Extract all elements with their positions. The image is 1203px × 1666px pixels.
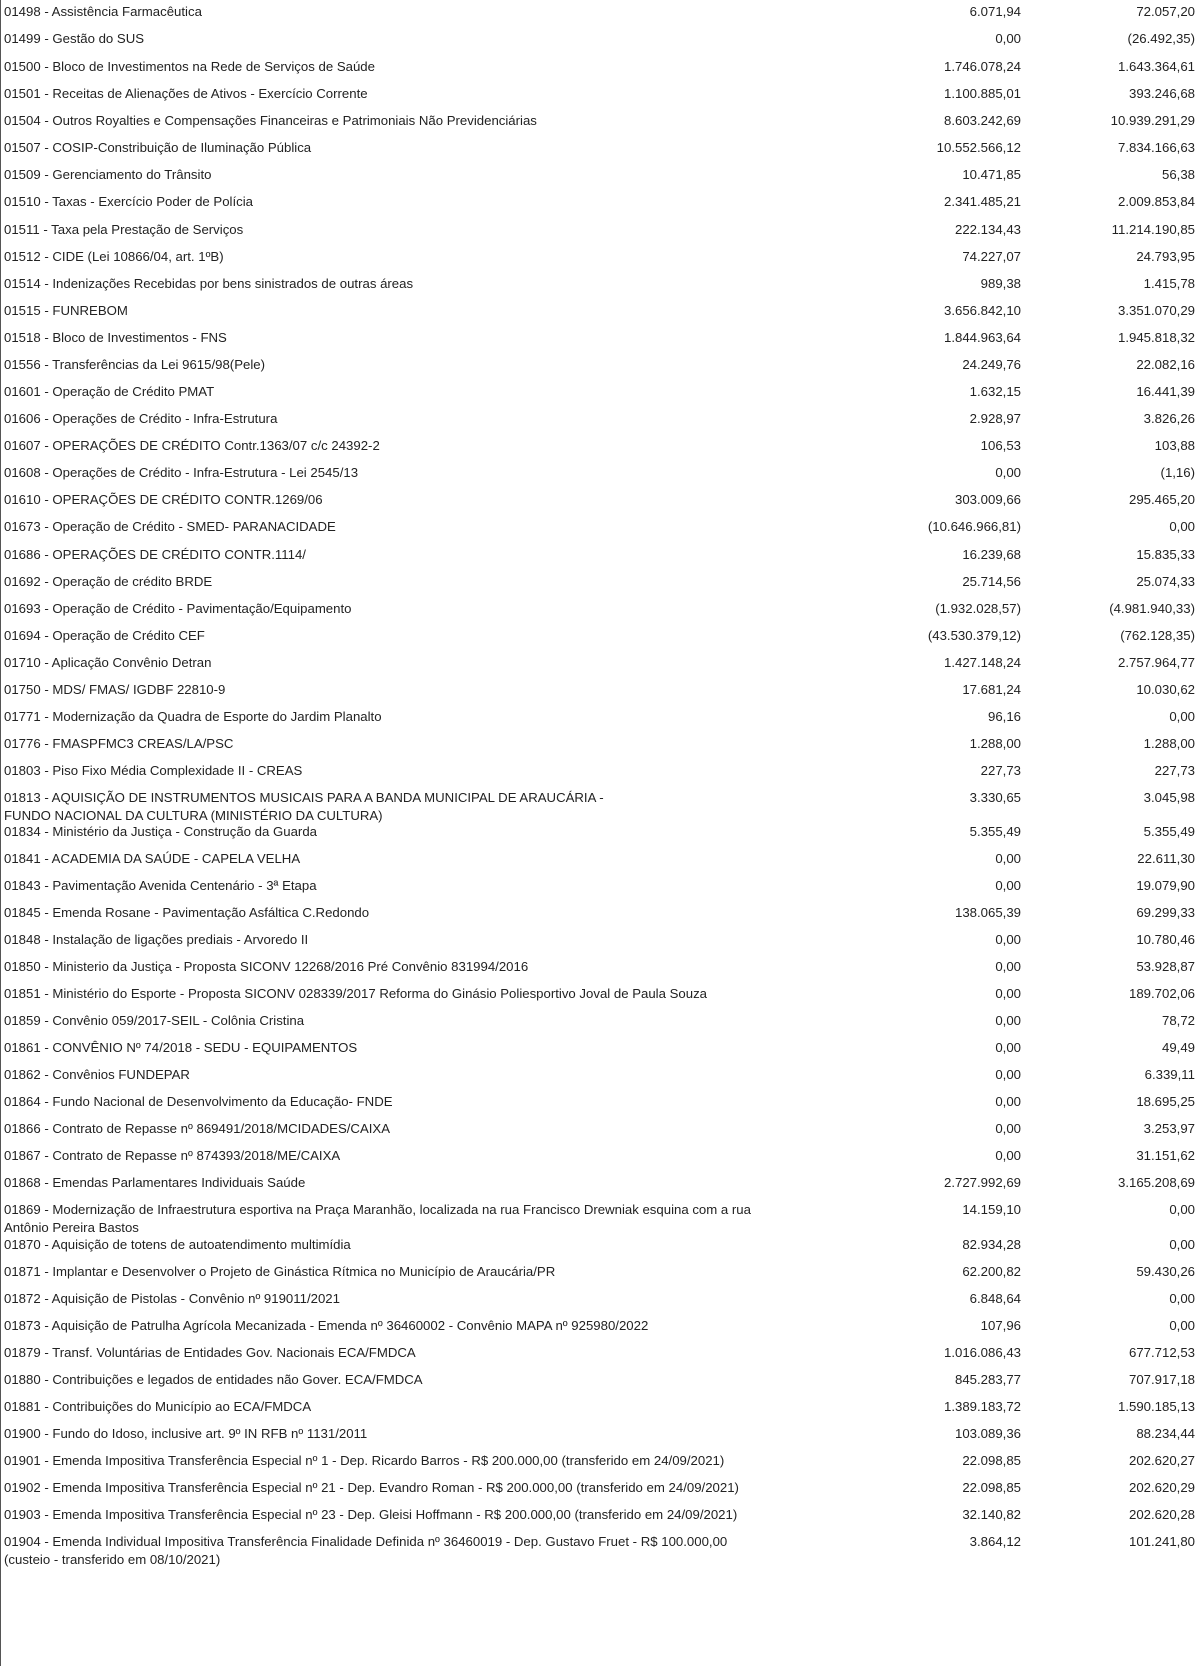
value-column-2: 53.928,87	[1136, 959, 1195, 974]
value-column-1: 0,00	[995, 851, 1021, 866]
value-column-2: 10.939.291,29	[1110, 113, 1195, 128]
fund-description: 01504 - Outros Royalties e Compensações Financeiras e Patrimoniais Não Previdenciárias	[4, 113, 537, 128]
value-column-2: (26.492,35)	[1127, 31, 1195, 46]
value-column-1: 17.681,24	[962, 682, 1021, 697]
value-column-1: 0,00	[995, 1148, 1021, 1163]
value-column-1: 3.330,65	[969, 790, 1021, 805]
fund-description: 01870 - Aquisição de totens de autoatendimento multimídia	[4, 1237, 351, 1252]
table-row	[0, 82, 1203, 111]
value-column-1: 6.071,94	[969, 4, 1021, 19]
fund-description: 01869 - Modernização de Infraestrutura esportiva na Praça Maranhão, localizada na rua Francisco Drewniak esquina com a rua Antônio Pereira Bastos	[4, 1202, 751, 1235]
fund-description: 01507 - COSIP-Constribuição de Iluminação Pública	[4, 140, 312, 155]
table-row	[0, 1422, 1203, 1451]
fund-description: 01866 - Contrato de Repasse nº 869491/2018/MCIDADES/CAIXA	[4, 1121, 391, 1136]
value-column-2: 0,00	[1169, 1291, 1195, 1306]
value-column-2: 0,00	[1169, 1237, 1195, 1252]
fund-description: 01880 - Contribuições e legados de entidades não Gover. ECA/FMDCA	[4, 1372, 423, 1387]
value-column-1: 989,38	[980, 276, 1021, 291]
table-row	[0, 570, 1203, 599]
fund-description: 01515 - FUNREBOM	[4, 303, 128, 318]
value-column-2: 5.355,49	[1143, 824, 1195, 839]
value-column-1: 1.288,00	[969, 736, 1021, 751]
value-column-2: 202.620,28	[1128, 1507, 1195, 1522]
value-column-2: 202.620,27	[1128, 1453, 1195, 1468]
value-column-2: 1.643.364,61	[1117, 59, 1195, 74]
value-column-1: 107,96	[980, 1318, 1021, 1333]
value-column-2: 3.165.208,69	[1117, 1175, 1195, 1190]
table-row	[0, 1449, 1203, 1478]
value-column-2: 677.712,53	[1128, 1345, 1195, 1360]
value-column-1: 32.140,82	[962, 1507, 1021, 1522]
value-column-2: (4.981.940,33)	[1109, 601, 1195, 616]
fund-description: 01873 - Aquisição de Patrulha Agrícola Mecanizada - Emenda nº 36460002 - Convênio MAPA nº 925980/2022	[4, 1318, 649, 1333]
table-row	[0, 901, 1203, 930]
value-column-1: 0,00	[995, 1067, 1021, 1082]
fund-description: 01498 - Assistência Farmacêutica	[4, 4, 202, 19]
value-column-2: 56,38	[1161, 167, 1195, 182]
value-column-1: 106,53	[980, 438, 1021, 453]
table-row	[0, 326, 1203, 355]
table-row	[0, 1503, 1203, 1532]
value-column-2: 189.702,06	[1128, 986, 1195, 1001]
fund-description: 01902 - Emenda Impositiva Transferência Especial nº 21 - Dep. Evandro Roman - R$ 200.000,00 (transferido em 24/09/2021)	[4, 1480, 739, 1495]
value-column-2: 25.074,33	[1136, 574, 1195, 589]
table-row	[0, 1287, 1203, 1316]
fund-description: 01606 - Operações de Crédito - Infra-Estrutura	[4, 411, 278, 426]
table-row	[0, 651, 1203, 680]
fund-description: 01803 - Piso Fixo Média Complexidade II - CREAS	[4, 763, 303, 778]
value-column-2: 3.826,26	[1143, 411, 1195, 426]
value-column-1: 5.355,49	[969, 824, 1021, 839]
fund-description: 01750 - MDS/ FMAS/ IGDBF 22810-9	[4, 682, 226, 697]
fund-description: 01771 - Modernização da Quadra de Esporte do Jardim Planalto	[4, 709, 382, 724]
fund-description: 01900 - Fundo do Idoso, inclusive art. 9º IN RFB nº 1131/2011	[4, 1426, 368, 1441]
value-column-1: 14.159,10	[962, 1202, 1021, 1217]
fund-description: 01901 - Emenda Impositiva Transferência Especial nº 1 - Dep. Ricardo Barros - R$ 200.000,00 (transferido em 24/09/2021)	[4, 1453, 725, 1468]
fund-description: 01509 - Gerenciamento do Trânsito	[4, 167, 212, 182]
table-row	[0, 955, 1203, 984]
table-row	[0, 1233, 1203, 1262]
value-column-2: 2.757.964,77	[1117, 655, 1195, 670]
value-column-1: 1.389.183,72	[943, 1399, 1021, 1414]
value-column-1: 0,00	[995, 959, 1021, 974]
fund-description: 01872 - Aquisição de Pistolas - Convênio nº 919011/2021	[4, 1291, 340, 1306]
fund-description: 01864 - Fundo Nacional de Desenvolvimento da Educação- FNDE	[4, 1094, 393, 1109]
value-column-1: 3.656.842,10	[943, 303, 1021, 318]
value-column-2: 15.835,33	[1136, 547, 1195, 562]
value-column-2: 3.351.070,29	[1117, 303, 1195, 318]
table-row	[0, 218, 1203, 247]
value-column-2: 24.793,95	[1136, 249, 1195, 264]
fund-description: 01686 - OPERAÇÕES DE CRÉDITO CONTR.1114/	[4, 547, 306, 562]
value-column-2: 6.339,11	[1144, 1067, 1195, 1082]
value-column-1: 25.714,56	[962, 574, 1021, 589]
table-row	[0, 407, 1203, 436]
value-column-2: 22.611,30	[1137, 851, 1195, 866]
value-column-1: 62.200,82	[962, 1264, 1021, 1279]
table-row	[0, 272, 1203, 301]
value-column-1: 82.934,28	[962, 1237, 1021, 1252]
fund-description: 01851 - Ministério do Esporte - Proposta SICONV 028339/2017 Reforma do Ginásio Poliesportivo Joval de Paula Souza	[4, 986, 707, 1001]
value-column-2: 10.780,46	[1136, 932, 1195, 947]
table-row	[0, 732, 1203, 761]
value-column-1: 0,00	[995, 932, 1021, 947]
table-row	[0, 136, 1203, 165]
value-column-2: 31.151,62	[1136, 1148, 1195, 1163]
table-row	[0, 1198, 1203, 1237]
value-column-1: 0,00	[995, 31, 1021, 46]
table-row	[0, 1395, 1203, 1424]
value-column-1: 103.089,36	[954, 1426, 1021, 1441]
fund-description: 01514 - Indenizações Recebidas por bens sinistrados de outras áreas	[4, 276, 414, 291]
value-column-1: 0,00	[995, 1040, 1021, 1055]
fund-description: 01903 - Emenda Impositiva Transferência Especial nº 23 - Dep. Gleisi Hoffmann - R$ 200.000,00 (transferido em 24/09/2021)	[4, 1507, 738, 1522]
value-column-2: 22.082,16	[1136, 357, 1195, 372]
value-column-2: 78,72	[1161, 1013, 1195, 1028]
table-row	[0, 515, 1203, 544]
table-row	[0, 380, 1203, 409]
table-row	[0, 982, 1203, 1011]
fund-description: 01518 - Bloco de Investimentos - FNS	[4, 330, 227, 345]
fund-description: 01693 - Operação de Crédito - Pavimentação/Equipamento	[4, 601, 352, 616]
value-column-1: 1.746.078,24	[943, 59, 1021, 74]
fund-description: 01867 - Contrato de Repasse nº 874393/2018/ME/CAIXA	[4, 1148, 341, 1163]
fund-description: 01694 - Operação de Crédito CEF	[4, 628, 205, 643]
table-row	[0, 624, 1203, 653]
value-column-1: 2.928,97	[969, 411, 1021, 426]
table-row	[0, 299, 1203, 328]
table-row	[0, 759, 1203, 788]
value-column-2: (762.128,35)	[1120, 628, 1195, 643]
value-column-2: 1.288,00	[1143, 736, 1195, 751]
table-row	[0, 461, 1203, 490]
value-column-1: 16.239,68	[962, 547, 1021, 562]
fund-description: 01845 - Emenda Rosane - Pavimentação Asfáltica C.Redondo	[4, 905, 370, 920]
value-column-2: 0,00	[1169, 519, 1195, 534]
value-column-1: 0,00	[995, 1121, 1021, 1136]
value-column-1: 22.098,85	[962, 1453, 1021, 1468]
value-column-1: 8.603.242,69	[943, 113, 1021, 128]
fund-description: 01499 - Gestão do SUS	[4, 31, 145, 46]
fund-description: 01776 - FMASPFMC3 CREAS/LA/PSC	[4, 736, 234, 751]
value-column-1: (10.646.966,81)	[927, 519, 1021, 534]
value-column-2: 1.945.818,32	[1117, 330, 1195, 345]
fund-description: 01848 - Instalação de ligações prediais - Arvoredo II	[4, 932, 309, 947]
value-column-2: 11.214.190,85	[1111, 222, 1195, 237]
value-column-2: 2.009.853,84	[1117, 194, 1195, 209]
fund-description: 01500 - Bloco de Investimentos na Rede de Serviços de Saúde	[4, 59, 375, 74]
fund-description: 01881 - Contribuições do Município ao ECA/FMDCA	[4, 1399, 312, 1414]
value-column-2: 1.590.185,13	[1117, 1399, 1195, 1414]
value-column-1: 0,00	[995, 1094, 1021, 1109]
table-row	[0, 1090, 1203, 1119]
fund-description: 01843 - Pavimentação Avenida Centenário - 3ª Etapa	[4, 878, 317, 893]
value-column-1: 0,00	[995, 878, 1021, 893]
value-column-2: 18.695,25	[1136, 1094, 1195, 1109]
table-row	[0, 245, 1203, 274]
table-row	[0, 0, 1203, 29]
table-row	[0, 1063, 1203, 1092]
value-column-2: 88.234,44	[1136, 1426, 1195, 1441]
value-column-2: 295.465,20	[1128, 492, 1195, 507]
fund-description: 01556 - Transferências da Lei 9615/98(Pele)	[4, 357, 265, 372]
value-column-1: 1.427.148,24	[943, 655, 1021, 670]
value-column-1: 1.632,15	[969, 384, 1021, 399]
table-row	[0, 434, 1203, 463]
value-column-1: 3.864,12	[969, 1534, 1021, 1549]
value-column-2: 3.253,97	[1143, 1121, 1195, 1136]
fund-description: 01510 - Taxas - Exercício Poder de Polícia	[4, 194, 253, 209]
value-column-2: (1,16)	[1160, 465, 1195, 480]
table-row	[0, 678, 1203, 707]
table-row	[0, 820, 1203, 849]
fund-description: 01862 - Convênios FUNDEPAR	[4, 1067, 190, 1082]
table-row	[0, 1036, 1203, 1065]
table-row	[0, 1260, 1203, 1289]
value-column-1: 2.341.485,21	[943, 194, 1021, 209]
value-column-1: 1.100.885,01	[943, 86, 1021, 101]
value-column-2: 3.045,98	[1143, 790, 1195, 805]
table-row	[0, 27, 1203, 56]
fund-description: 01512 - CIDE (Lei 10866/04, art. 1ºB)	[4, 249, 224, 264]
fund-description: 01850 - Ministerio da Justiça - Proposta SICONV 12268/2016 Pré Convênio 831994/2016	[4, 959, 529, 974]
table-row	[0, 1476, 1203, 1505]
table-row	[0, 1530, 1203, 1569]
fund-description: 01710 - Aplicação Convênio Detran	[4, 655, 212, 670]
fund-description: 01904 - Emenda Individual Impositiva Transferência Finalidade Definida nº 36460019 - Dep. Gustavo Fruet - R$ 100.000,00 (custeio - transferido em 08/10/2021)	[4, 1534, 728, 1567]
value-column-2: 0,00	[1169, 709, 1195, 724]
table-row	[0, 1368, 1203, 1397]
fund-description: 01868 - Emendas Parlamentares Individuais Saúde	[4, 1175, 306, 1190]
value-column-2: 103,88	[1154, 438, 1195, 453]
value-column-1: 6.848,64	[969, 1291, 1021, 1306]
fund-description: 01834 - Ministério da Justiça - Construção da Guarda	[4, 824, 317, 839]
fund-description: 01861 - CONVÊNIO Nº 74/2018 - SEDU - EQUIPAMENTOS	[4, 1040, 358, 1055]
fund-description: 01673 - Operação de Crédito - SMED- PARANACIDADE	[4, 519, 336, 534]
table-row	[0, 163, 1203, 192]
table-row	[0, 353, 1203, 382]
value-column-2: 227,73	[1154, 763, 1195, 778]
value-column-1: 138.065,39	[954, 905, 1021, 920]
value-column-2: 202.620,29	[1128, 1480, 1195, 1495]
value-column-2: 7.834.166,63	[1117, 140, 1195, 155]
value-column-2: 707.917,18	[1128, 1372, 1195, 1387]
fund-description: 01692 - Operação de crédito BRDE	[4, 574, 213, 589]
table-row	[0, 488, 1203, 517]
value-column-1: 0,00	[995, 986, 1021, 1001]
fund-description: 01607 - OPERAÇÕES DE CRÉDITO Contr.1363/07 c/c 24392-2	[4, 438, 380, 453]
value-column-1: 96,16	[987, 709, 1021, 724]
table-row	[0, 597, 1203, 626]
fund-description: 01511 - Taxa pela Prestação de Serviços	[4, 222, 244, 237]
table-row	[0, 928, 1203, 957]
value-column-2: 69.299,33	[1136, 905, 1195, 920]
value-column-1: (43.530.379,12)	[927, 628, 1021, 643]
table-row	[0, 1341, 1203, 1370]
value-column-1: 22.098,85	[962, 1480, 1021, 1495]
table-row	[0, 1009, 1203, 1038]
fund-description: 01859 - Convênio 059/2017-SEIL - Colônia Cristina	[4, 1013, 305, 1028]
value-column-1: 2.727.992,69	[943, 1175, 1021, 1190]
value-column-1: 0,00	[995, 1013, 1021, 1028]
value-column-1: 0,00	[995, 465, 1021, 480]
value-column-1: (1.932.028,57)	[935, 601, 1021, 616]
value-column-1: 227,73	[980, 763, 1021, 778]
table-row	[0, 1314, 1203, 1343]
fund-description: 01501 - Receitas de Alienações de Ativos - Exercício Corrente	[4, 86, 368, 101]
fund-description: 01813 - AQUISIÇÃO DE INSTRUMENTOS MUSICAIS PARA A BANDA MUNICIPAL DE ARAUCÁRIA - FUNDO NACIONAL DA CULTURA (MINISTÉRIO DA CULTURA)	[4, 790, 604, 823]
value-column-2: 72.057,20	[1136, 4, 1195, 19]
table-row	[0, 190, 1203, 219]
value-column-2: 0,00	[1169, 1318, 1195, 1333]
value-column-1: 10.471,85	[962, 167, 1021, 182]
value-column-1: 222.134,43	[954, 222, 1021, 237]
table-row	[0, 1144, 1203, 1173]
value-column-1: 1.016.086,43	[943, 1345, 1021, 1360]
table-row	[0, 874, 1203, 903]
value-column-1: 74.227,07	[962, 249, 1021, 264]
table-row	[0, 1117, 1203, 1146]
value-column-2: 0,00	[1169, 1202, 1195, 1217]
table-row	[0, 55, 1203, 84]
fund-description: 01601 - Operação de Crédito PMAT	[4, 384, 215, 399]
fund-description: 01879 - Transf. Voluntárias de Entidades Gov. Nacionais ECA/FMDCA	[4, 1345, 416, 1360]
fund-description: 01608 - Operações de Crédito - Infra-Estrutura - Lei 2545/13	[4, 465, 359, 480]
value-column-2: 101.241,80	[1128, 1534, 1195, 1549]
value-column-1: 303.009,66	[954, 492, 1021, 507]
value-column-1: 1.844.963,64	[943, 330, 1021, 345]
value-column-2: 59.430,26	[1136, 1264, 1195, 1279]
value-column-2: 16.441,39	[1136, 384, 1195, 399]
value-column-2: 49,49	[1161, 1040, 1195, 1055]
value-column-1: 845.283,77	[954, 1372, 1021, 1387]
value-column-1: 24.249,76	[962, 357, 1021, 372]
value-column-2: 10.030,62	[1136, 682, 1195, 697]
table-row	[0, 1171, 1203, 1200]
table-row	[0, 847, 1203, 876]
value-column-2: 393.246,68	[1128, 86, 1195, 101]
value-column-2: 19.079,90	[1136, 878, 1195, 893]
value-column-2: 1.415,78	[1143, 276, 1195, 291]
fund-description: 01871 - Implantar e Desenvolver o Projeto de Ginástica Rítmica no Município de Araucária/PR	[4, 1264, 556, 1279]
fund-description: 01610 - OPERAÇÕES DE CRÉDITO CONTR.1269/06	[4, 492, 323, 507]
table-row	[0, 705, 1203, 734]
value-column-1: 10.552.566,12	[936, 140, 1021, 155]
fund-description: 01841 - ACADEMIA DA SAÚDE - CAPELA VELHA	[4, 851, 301, 866]
table-row	[0, 109, 1203, 138]
table-row	[0, 543, 1203, 572]
